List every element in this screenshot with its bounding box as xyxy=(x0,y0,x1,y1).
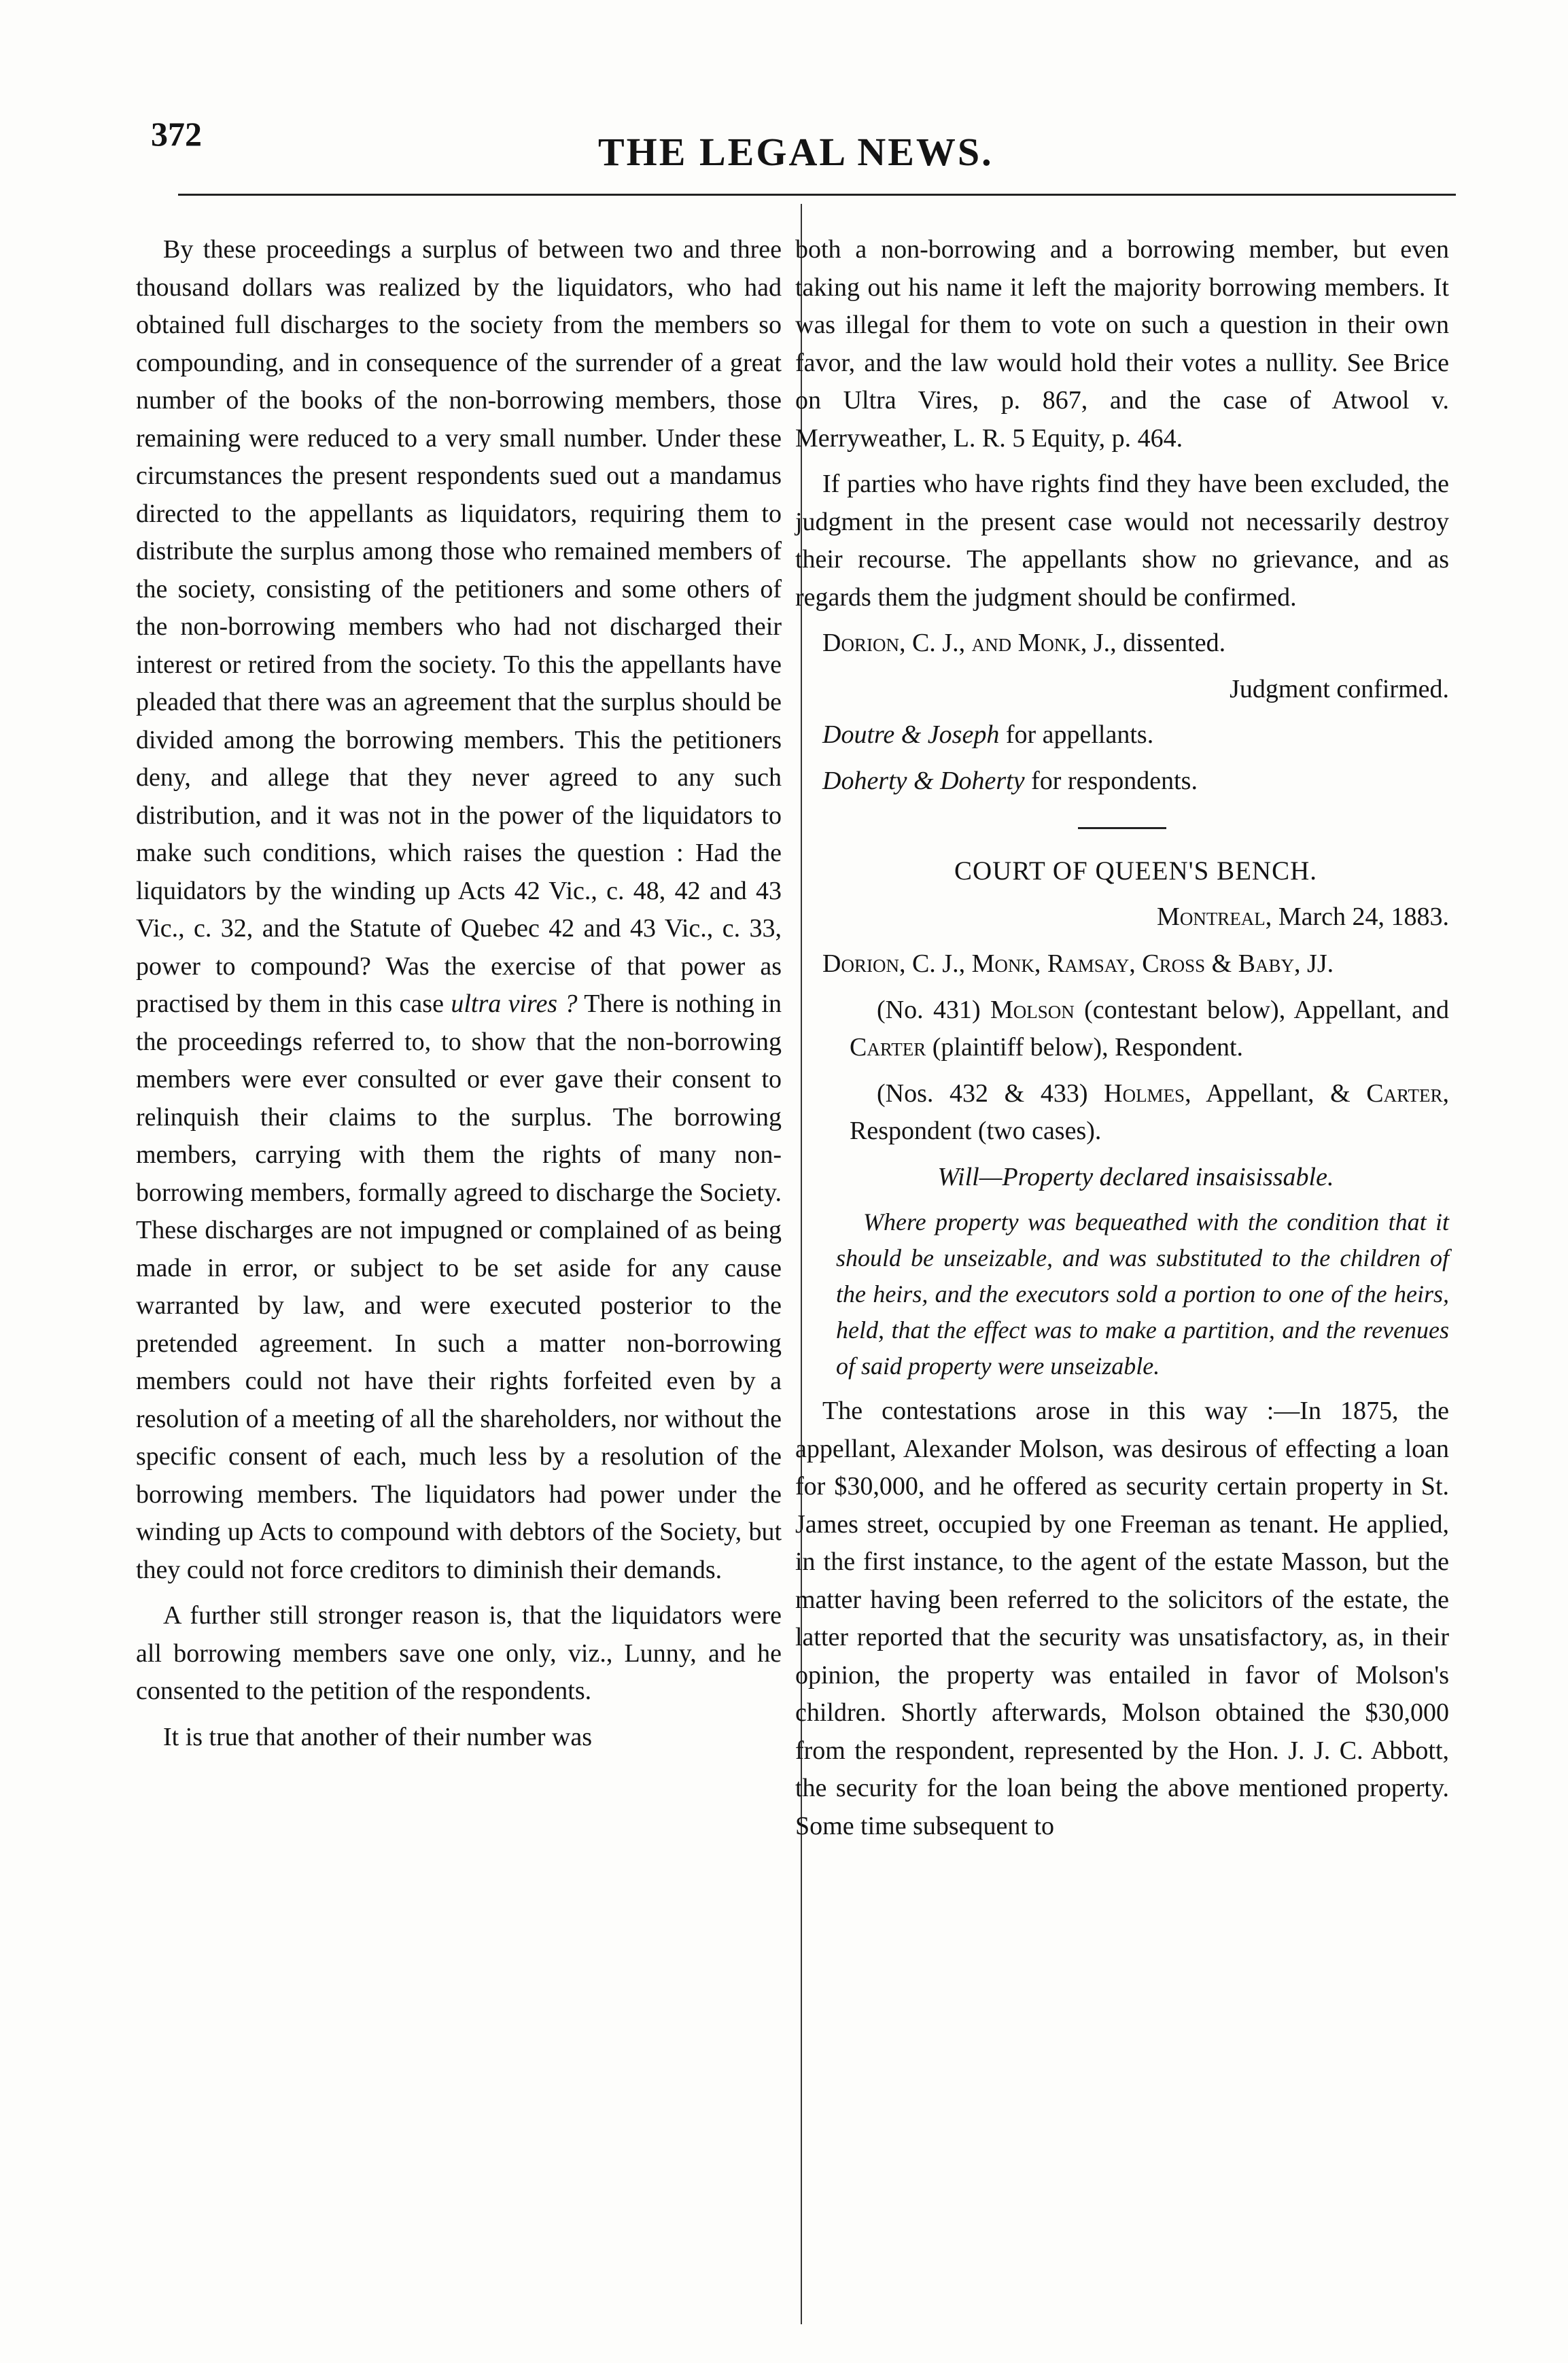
party-name: Carter, xyxy=(1366,1079,1450,1108)
counsel-respondents xyxy=(795,763,1449,801)
dissent-line xyxy=(795,625,1449,663)
date: March 24, 1883. xyxy=(1278,902,1449,931)
left-column xyxy=(136,231,782,1764)
right-column xyxy=(795,231,1449,1853)
place: Montreal, xyxy=(1157,902,1272,931)
paragraph: It is true that another of their number was xyxy=(163,1722,593,1751)
counsel-firm: Doherty & Doherty xyxy=(822,766,1025,795)
party-text: (contestant below), Appellant, and xyxy=(1084,995,1450,1024)
bench-names: Dorion, C. J., Monk, Ramsay, Cross & Baby, xyxy=(822,949,1301,978)
paragraph: If parties who have rights find they have been excluded, the judgment in the present case would not necessarily destroy their recourse. The appellants show no grievance, and as regards them the judgment should be confirmed. xyxy=(795,470,1449,612)
section-rule xyxy=(1078,827,1166,829)
case-number: (No. 431) xyxy=(877,995,981,1024)
paragraph xyxy=(136,231,782,1589)
party-text: Respondent (two cases). xyxy=(850,1117,1102,1145)
header-rule xyxy=(178,194,1456,196)
running-head: THE LEGAL NEWS. xyxy=(598,130,994,174)
counsel-firm: Doutre & Joseph xyxy=(822,720,1000,749)
dissent-text: dissented. xyxy=(1123,629,1226,657)
paragraph: both a non-borrowing and a borrowing member, but even taking out his name it left the majority borrowing members. It was illegal for them to vote on such a question in their own favor, and the law would hold their votes a nullity. See Brice on Ultra Vires, p. 867, and the case of Atwool v. Merryweather, L. R. 5 Equity, p. 464. xyxy=(795,235,1449,453)
counsel-role: for respondents. xyxy=(1031,766,1198,795)
party-name: Carter xyxy=(850,1033,926,1062)
court-heading: COURT OF QUEEN'S BENCH. xyxy=(954,856,1318,886)
counsel-appellants xyxy=(795,716,1449,754)
paragraph: A further still stronger reason is, that the liquidators were all borrowing members save one only, viz., Lunny, and he consented to the petition of the respondents. xyxy=(136,1601,782,1705)
paragraph: The contestations arose in this way :—In 1875, the appellant, Alexander Molson, was desirous of effecting a loan for $30,000, and he offered as security certain property in St. James street, occupied by one Freeman as tenant. He applied, in the first instance, to the agent of the estate Masson, but the matter having been referred to the solicitors of the estate, the latter reported that the security was unsatisfactory, as, in their opinion, the property was entailed in favor of Molson's children. Shortly afterwards, Molson obtained the $30,000 from the respondent, represented by the Hon. J. J. C. Abbott, the security for the loan being the above mentioned property. Some time subsequent to xyxy=(795,1397,1449,1840)
party-name: Holmes, xyxy=(1104,1079,1191,1108)
place-date xyxy=(795,898,1449,937)
page-number: 372 xyxy=(151,115,202,153)
party-text: Appellant, & xyxy=(1206,1079,1351,1108)
bench-line xyxy=(795,945,1449,983)
party-name: Molson xyxy=(990,995,1075,1024)
headnote: Where property was bequeathed with the condition that it should be unseizable, and was substituted to the children of the heirs, and the executors sold a portion to one of the heirs, held, that the effect was to make a partition, and the revenues of said property were unseizable. xyxy=(836,1208,1449,1380)
bench-suffix: JJ. xyxy=(1307,949,1334,978)
case-caption xyxy=(795,1075,1449,1151)
judge-names: Dorion, C. J., and Monk, J., xyxy=(822,629,1117,657)
italic-term: ultra vires ? xyxy=(451,990,578,1018)
case-number: (Nos. 432 & 433) xyxy=(877,1079,1088,1108)
party-text: (plaintiff below), Respondent. xyxy=(932,1033,1244,1062)
counsel-role: for appellants. xyxy=(1005,720,1154,749)
paragraph-text: By these proceedings a surplus of between two and three thousand dollars was realized by the liquidators, who had obtained full discharges to the society from the members so compounding, and in consequence of the surrender of a great number of the books of the non-borrowing members, those remaining were reduced to a very small number. Under these circumstances the present respondents sued out a mandamus directed to the appellants as liquidators, requiring them to distribute the surplus among those who remained members of the society, consisting of the petitioners and some others of the non-borrowing members who had not discharged their interest or retired from the society. To this the appellants have pleaded that there was an agreement that the surplus should be divided among the borrowing members. This the petitioners deny, and allege that they never agreed to any such distribution, and it was not in the power of the liquidators to make such conditions, which raises the question : Had the liquidators by the winding up Acts 42 Vic., c. 48, 42 and 43 Vic., c. 32, and the Statute of Quebec 42 and 43 Vic., c. 33, power to compound? Was the exercise of that power as practised by them in this case xyxy=(136,235,782,1018)
catchword: Will—Property declared insaisissable. xyxy=(937,1162,1334,1191)
judgment-line: Judgment confirmed. xyxy=(1230,674,1449,703)
paragraph-text: There is nothing in the proceedings referred to, to show that the non-borrowing members were ever consulted or ever gave their consent to relinquish their claims to the surplus. The borrowing members, carrying with them the rights of many non-borrowing members, formally agreed to discharge the Society. These discharges are not impugned or complained of as being made in error, or subject to be set aside for any cause warranted by law, and were executed posterior to the pretended agreement. In such a matter non-borrowing members could not have their rights forfeited even by a resolution of a meeting of all the shareholders, nor without the specific consent of each, much less by a resolution of the borrowing members. The liquidators had power under the winding up Acts to compound with debtors of the Society, but they could not force creditors to diminish their demands. xyxy=(136,990,782,1584)
case-caption xyxy=(795,992,1449,1067)
